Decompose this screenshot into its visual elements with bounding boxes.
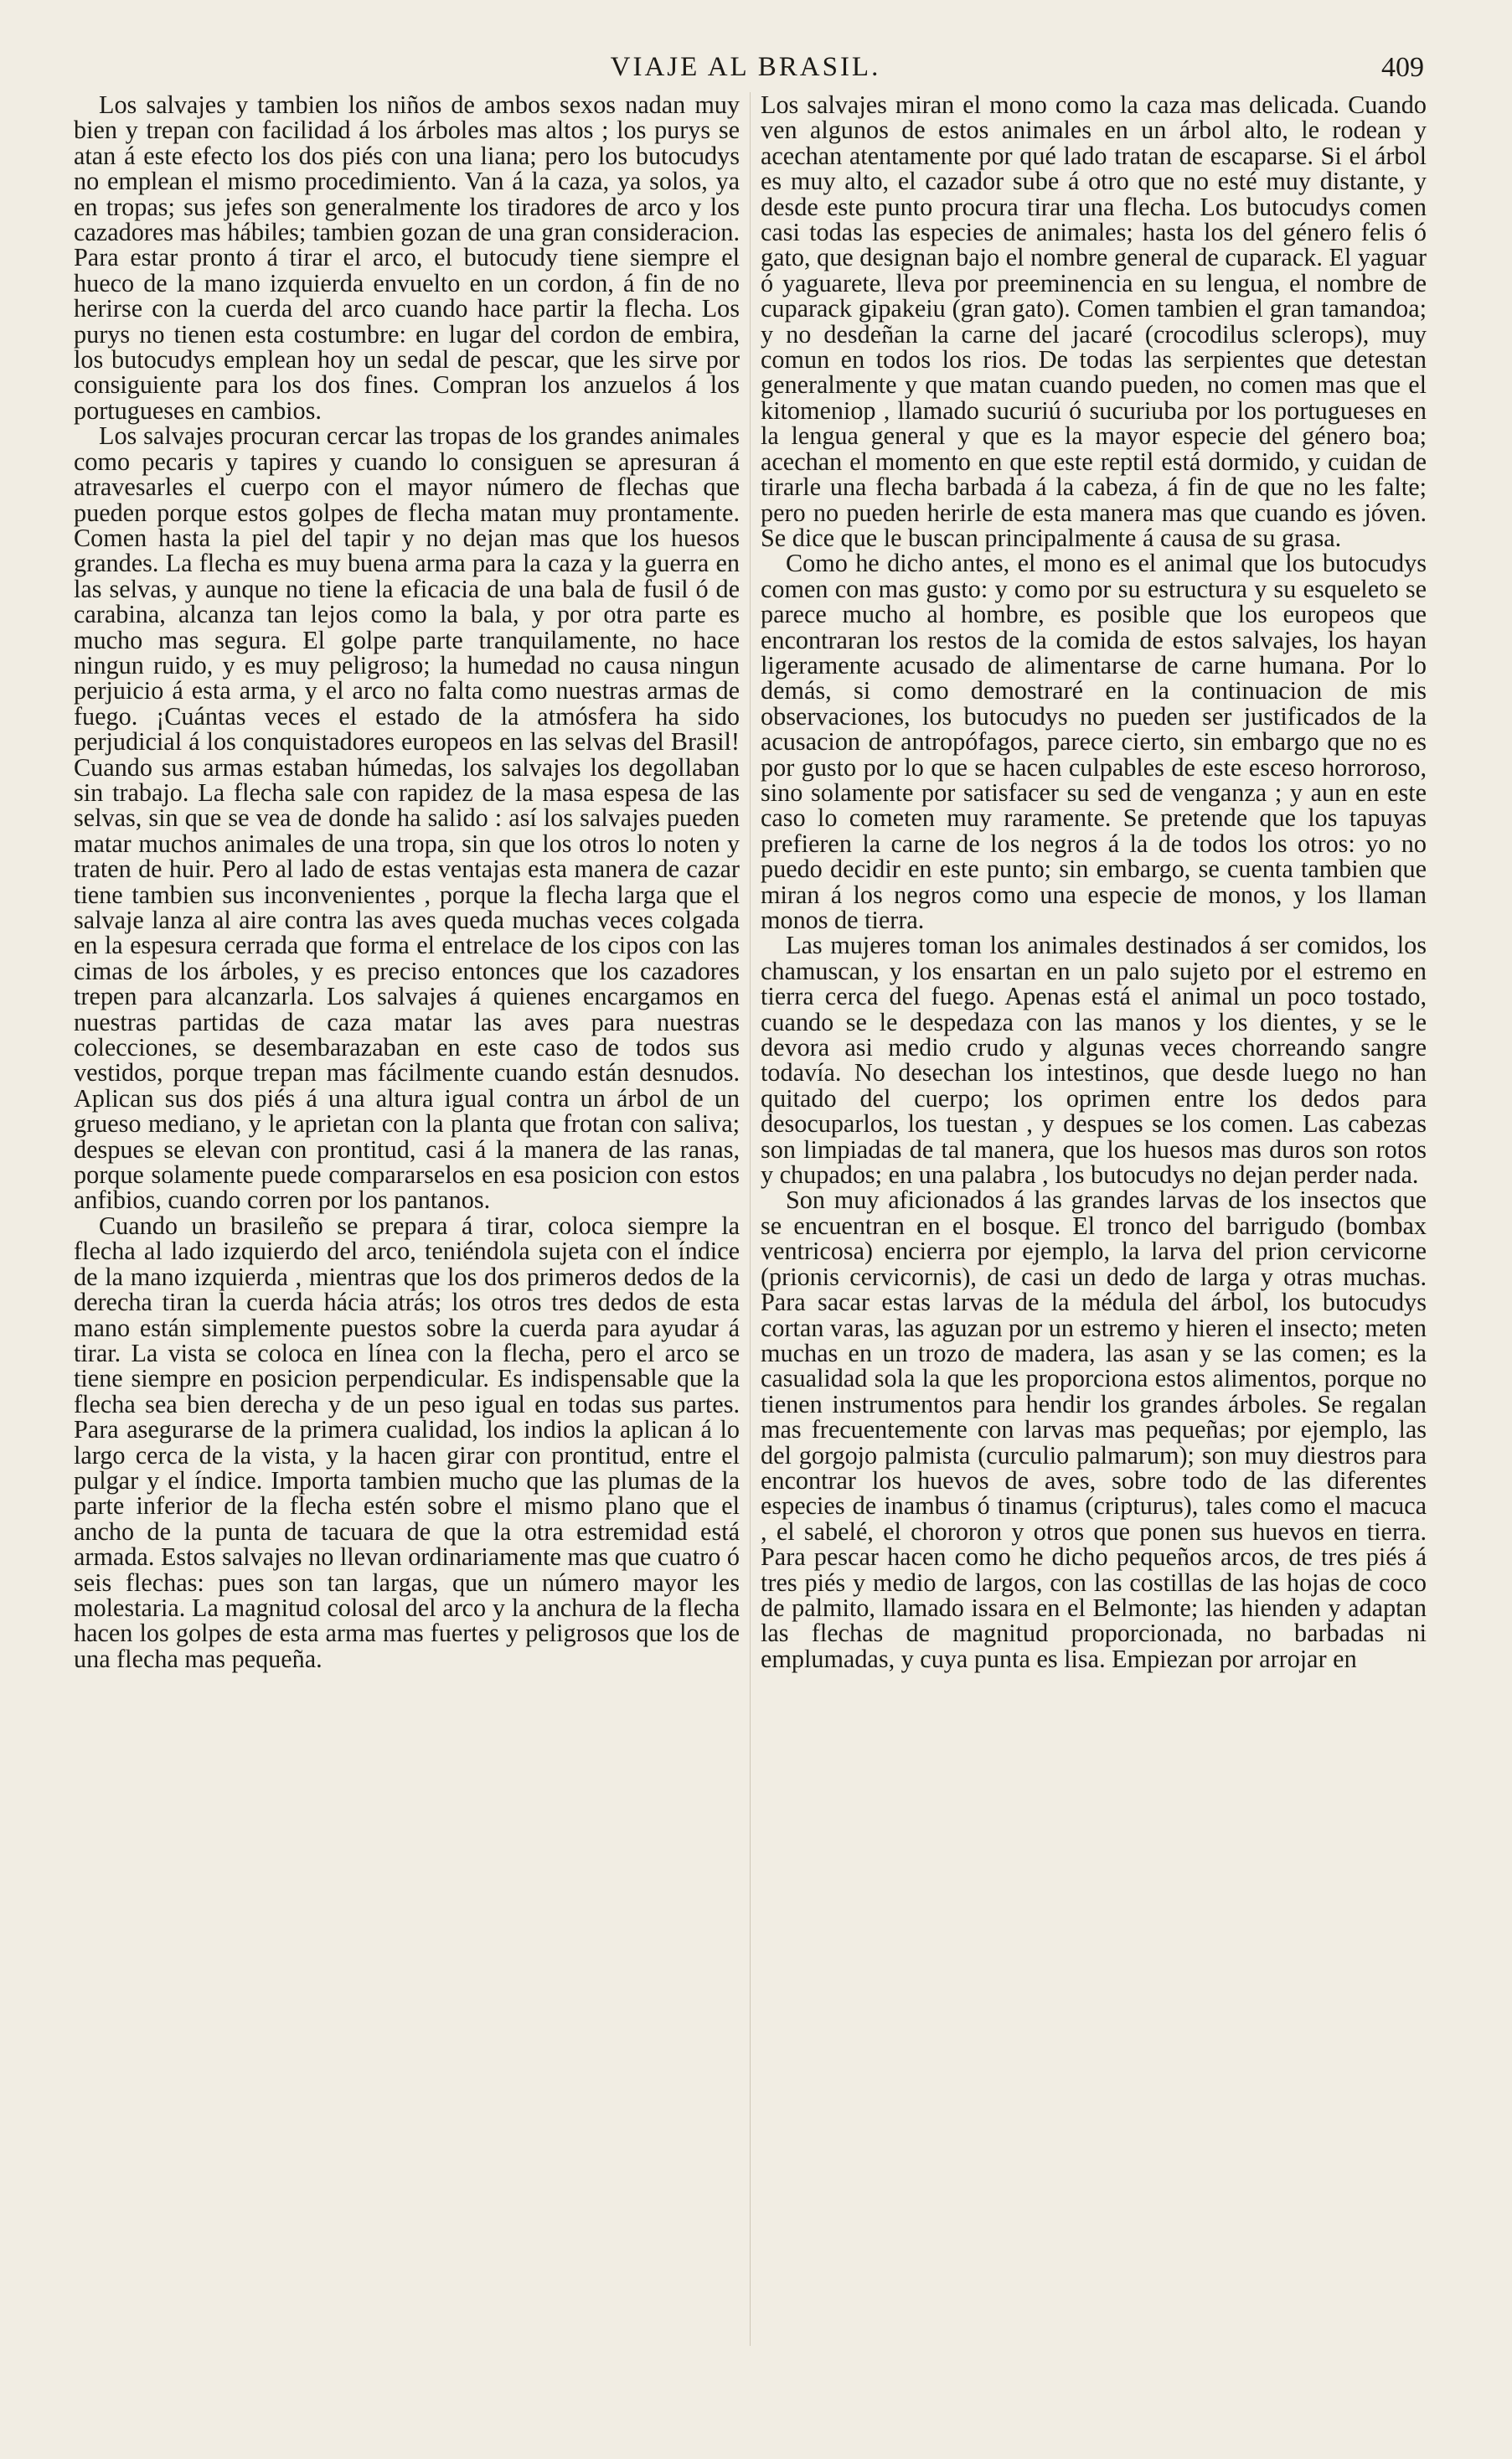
paragraph: Los salvajes procuran cercar las tropas de los grandes animales como pecaris y tapires y cuando lo consiguen se apresuran á atravesarles el cuerpo con el mayor número de flechas que pueden porque estos golpes de flecha matan muy prontamente. Comen hasta la piel del tapir y no dejan mas que los huesos grandes. La flecha es muy buena arma para la caza y la guerra en las selvas, y aunque no tiene la eficacia de una bala de fusil ó de carabina, alcanza tan lejos como la bala, y por otra parte es mucho mas segura. El golpe parte tranquilamente, no hace ningun ruido, y es muy peligroso; la humedad no causa ningun perjuicio á esta arma, y el arco no falta como nuestras armas de fuego. ¡Cuántas veces el estado de la atmósfera ha sido perjudicial á los conquistadores europeos en las selvas del Brasil! Cuando sus armas estaban húmedas, los salvajes los degollaban sin trabajo. La flecha sale con rapidez de la masa espesa de las selvas, sin que se vea de donde ha salido : así los salvajes pueden matar muchos animales de una tropa, sin que los otros lo noten y traten de huir. Pero al lado de estas ventajas esta manera de cazar tiene tambien sus inconvenientes , porque la flecha larga que el salvaje lanza al aire contra las aves queda muchas veces colgada en la espesura cerrada que forma el entrelace de los cipos con las cimas de los árboles, y es preciso entonces que los cazadores trepen para alcanzarla. Los salvajes á quienes encargamos en nuestras partidas de caza matar las aves para nuestras colecciones, se desembarazaban en este caso de todos sus vestidos, porque trepan mas fácilmente cuando están desnudos. Aplican sus dos piés á una altura igual contra un árbol de un grueso mediano, y le aprietan con la planta que frotan con saliva; despues se elevan con prontitud, casi á la manera de las ranas, porque solamente puede compararselos en esa posicion con estos anfibios, cuando corren por los pantanos. — [74, 421, 740, 1215]
paragraph: Como he dicho antes, el mono es el animal que los butocudys comen con mas gusto: y como por su estructura y su esqueleto se parece mucho al hombre, es posible que los europeos que encontraran los restos de la comida de estos salvajes, los hayan ligeramente acusado de alimentarse de carne humana. Por lo demás, si como demostraré en la continuacion de mis observaciones, los butocudys no pueden ser justificados de la acusacion de antropófagos, parece cierto, sin embargo que no es por gusto por lo que se hacen culpables de este esceso horroroso, sino solamente por satisfacer su sed de venganza ; y aun en este caso lo cometen muy raramente. Se pretende que los tapuyas prefieren la carne de los negros á la de todos los otros: yo no puedo decidir en este punto; sin embargo, se cuenta tambien que miran á los negros como una especie de monos, y los llaman monos de tierra. — [761, 549, 1427, 934]
left-column — [74, 92, 740, 2346]
paragraph: Son muy aficionados á las grandes larvas de los insectos que se encuentran en el bosque. El tronco del barrigudo (bombax ventricosa) encierra por ejemplo, la larva del prion cervicorne (prionis cervicornis), de casi un dedo de larga y otras muchas. Para sacar estas larvas de la médula del árbol, los butocudys cortan varas, las aguzan por un estremo y hieren el insecto; meten muchas en un trozo de madera, las asan y se las comen; es la casualidad sola la que les proporciona estos alimentos, porque no tienen instrumentos para hendir los grandes árboles. Se regalan mas frecuentemente con larvas mas pequeñas; por ejemplo, las del gorgojo palmista (curculio palmarum); son muy diestros para encontrar los huevos de aves, sobre todo de las diferentes especies de inambus ó tinamus (cripturus), tales como el macuca , el sabelé, el chororon y otros que ponen sus huevos en tierra. Para pescar hacen como he dicho pequeños arcos, de tres piés á tres piés y medio de largos, con las costillas de las hojas de coco de palmito, llamado issara en el Belmonte; las hienden y adaptan las flechas de magnitud proporcionada, no barbadas ni emplumadas, y cuya punta es lisa. Empiezan por arrojar en — [761, 1186, 1427, 1673]
paragraph: Los salvajes miran el mono como la caza mas delicada. Cuando ven algunos de estos animales en un árbol alto, le rodean y acechan atentamente por qué lado tratan de escaparse. Si el árbol es muy alto, el cazador sube á otro que no esté muy distante, y desde este punto procura tirar una flecha. Los butocudys comen casi todas las especies de animales; hasta los del género felis ó gato, que designan bajo el nombre general de cuparack. El yaguar ó yaguarete, lleva por preeminencia en su lengua, el nombre de cuparack gipakeiu (gran gato). Comen tambien el gran tamandoa; y no desdeñan la carne del jacaré (crocodilus sclerops), muy comun en todos los rios. De todas las serpientes que detestan generalmente y que matan cuando pueden, no comen mas que el kitomeniop , llamado sucuriú ó sucuriuba por los portugueses en la lengua general y que es la mayor especie del género boa; acechan el momento en que este reptil está dormido, y cuidan de tirarle una flecha barbada á la cabeza, á fin de que no les falte; pero no pueden herirle de esta manera mas que cuando es jóven. Se dice que le buscan principalmente á causa de su grasa. — [761, 92, 1427, 552]
column-divider — [750, 92, 751, 2346]
paragraph: Las mujeres toman los animales destinados á ser comidos, los chamuscan, y los ensartan en un palo sujeto por el estremo en tierra cerca del fuego. Apenas está el animal un poco tostado, cuando se le despedaza con las manos y los dientes, y se le devora asi medio crudo y algunas veces chorreando sangre todavía. No desechan los intestinos, que desde luego no han quitado del cuerpo; los oprimen entre los dedos para desocuparlos, los tuestan , y despues se los comen. Las cabezas son limpiadas de tal manera, que los huesos mas duros son rotos y chupados; en una palabra , los butocudys no dejan perder nada. — [761, 931, 1427, 1190]
page-number: 409 — [1381, 52, 1424, 83]
paragraph: Los salvajes y tambien los niños de ambos sexos nadan muy bien y trepan con facilidad á los árboles mas altos ; los purys se atan á este efecto los dos piés con una liana; pero los butocudys no emplean el mismo procedimiento. Van á la caza, ya solos, ya en tropas; sus jefes son generalmente los tiradores de arco y los cazadores mas hábiles; tambien gozan de una gran consideracion. Para estar pronto á tirar el arco, el butocudy tiene siempre el hueco de la mano izquierda envuelto en un cordon, á fin de no herirse con la cuerda del arco cuando hace partir la flecha. Los purys no tienen esta costumbre: en lugar del cordon de embira, los butocudys emplean hoy un sedal de pescar, que les sirve por consiguiente para los dos fines. Compran los anzuelos á los portugueses en cambios. — [74, 92, 740, 425]
running-title: VIAJE AL BRASIL. — [610, 52, 881, 82]
page-header — [67, 52, 1424, 89]
paragraph: Cuando un brasileño se prepara á tirar, coloca siempre la flecha al lado izquierdo del arco, teniéndola sujeta con el índice de la mano izquierda , mientras que los dos primeros dedos de la derecha tiran la cuerda hácia atrás; los otros tres dedos de esta mano están simplemente puestos sobre la cuerda para ayudar á tirar. La vista se coloca en línea con la flecha, pero el arco se tiene siempre en posicion perpendicular. Es indispensable que la flecha sea bien derecha y de un peso igual en todas sus partes. Para asegurarse de la primera cualidad, los indios la aplican á lo largo cerca de la vista, y la hacen girar con prontitud, entre el pulgar y el índice. Importa tambien mucho que las plumas de la parte inferior de la flecha estén sobre el mismo plano que el ancho de la punta de tacuara de que la otra estremidad está armada. Estos salvajes no llevan ordinariamente mas que cuatro ó seis flechas: pues son tan largas, que un número mayor les molestaria. La magnitud colosal del arco y la anchura de la flecha hacen los golpes de esta arma mas fuertes y peligrosos que los de una flecha mas pequeña. — [74, 1211, 740, 1673]
right-column — [761, 92, 1427, 2346]
